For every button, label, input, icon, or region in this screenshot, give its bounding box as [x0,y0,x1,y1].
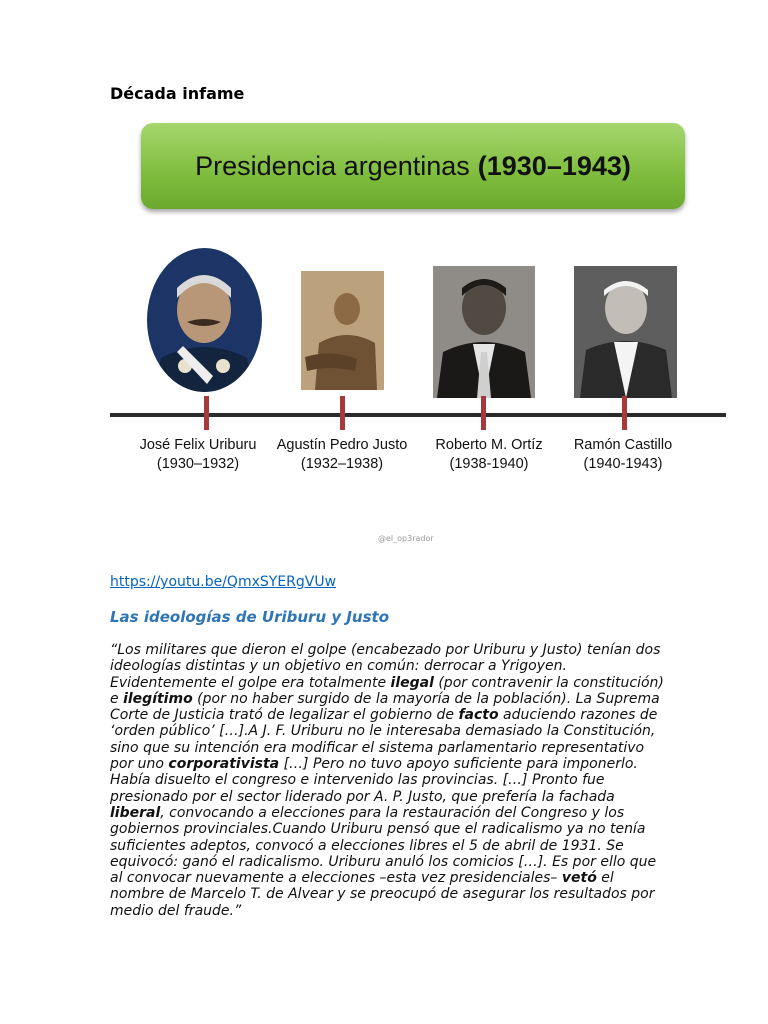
timeline-tick [340,396,345,430]
banner-years: (1930–1943) [477,150,631,181]
quote-text: […] Pero no tuvo apoyo suficiente para imponerlo. Había disuelto el congreso e intervenido las provincias. […] Pronto fue presionado por el sector liderado por A. P. Justo, que prefería la fachada [110,756,638,805]
emphasis-term: ilegítimo [123,690,193,707]
banner-title: Presidencia argentinas [195,150,470,181]
timeline-tick [481,396,486,430]
emphasis-term: ilegal [390,674,434,691]
emphasis-term: corporativista [168,756,280,773]
quote-text: “Los militares que dieron el golpe (encabezado por Uriburu y Justo) tenían dos ideologías distintas y un objetivo en común: derrocar a Yrigoyen. Evidentemente el golpe era totalmente [110,642,661,691]
quote-text: aduciendo razones de ‘orden público’ […].A J. F. Uriburu no le interesaba demasiado la Constitución, sino que su intención era modificar el sistema parlamentario representativo por uno [110,707,658,773]
president-years: (1940-1943) [583,456,663,472]
portrait-ortiz [433,266,535,398]
section-subheading: Las ideologías de Uriburu y Justo [110,608,390,626]
president-name: José Felix Uriburu [139,437,257,453]
quote-text: (por no haber surgido de la mayoría de la población). La Suprema Corte de Justicia trató de legalizar el gobierno de [110,690,660,724]
quote-text: (por contravenir la constitución) e [110,674,664,707]
image-credit: @el_op3rador [378,534,434,543]
timeline-banner [141,123,685,209]
emphasis-term: liberal [110,804,161,821]
timeline-tick [204,396,209,430]
page-heading: Década infame [110,84,245,103]
timeline-tick [622,396,627,430]
portrait-castillo [574,266,677,398]
president-years: (1932–1938) [300,456,384,472]
quote-text: , convocando a elecciones para la restauración del Congreso y los gobiernos provinciales.Cuando Uriburu pensó que el radicalismo ya no tenía suficientes adeptos, convocó a elecciones libres el 5 de abril de 1931. Se equivocó: ganó el radicalismo. Uriburu anuló los comicios […]. Es por ello que al convocar nuevamente a elecciones –esta vez presidenciales– [110,804,657,887]
portrait-justo [301,271,384,390]
president-name: Agustín Pedro Justo [276,437,408,453]
portrait-uriburu [147,248,262,392]
quote-paragraph [110,642,670,919]
president-label [543,436,703,474]
emphasis-term: facto [458,707,499,724]
president-label [262,436,422,474]
president-label [118,436,278,474]
emphasis-term: vetó [561,870,597,887]
president-name: Ramón Castillo [573,437,673,453]
president-name: Roberto M. Ortíz [435,437,543,453]
quote-text: el nombre de Marcelo T. de Alvear y se preocupó de asegurar los resultados por medio del fraude.” [110,870,655,919]
timeline-axis [110,413,726,417]
president-years: (1938-1940) [449,456,529,472]
president-years: (1930–1932) [156,456,240,472]
youtube-link[interactable]: https://youtu.be/QmxSYERgVUw [110,574,337,590]
